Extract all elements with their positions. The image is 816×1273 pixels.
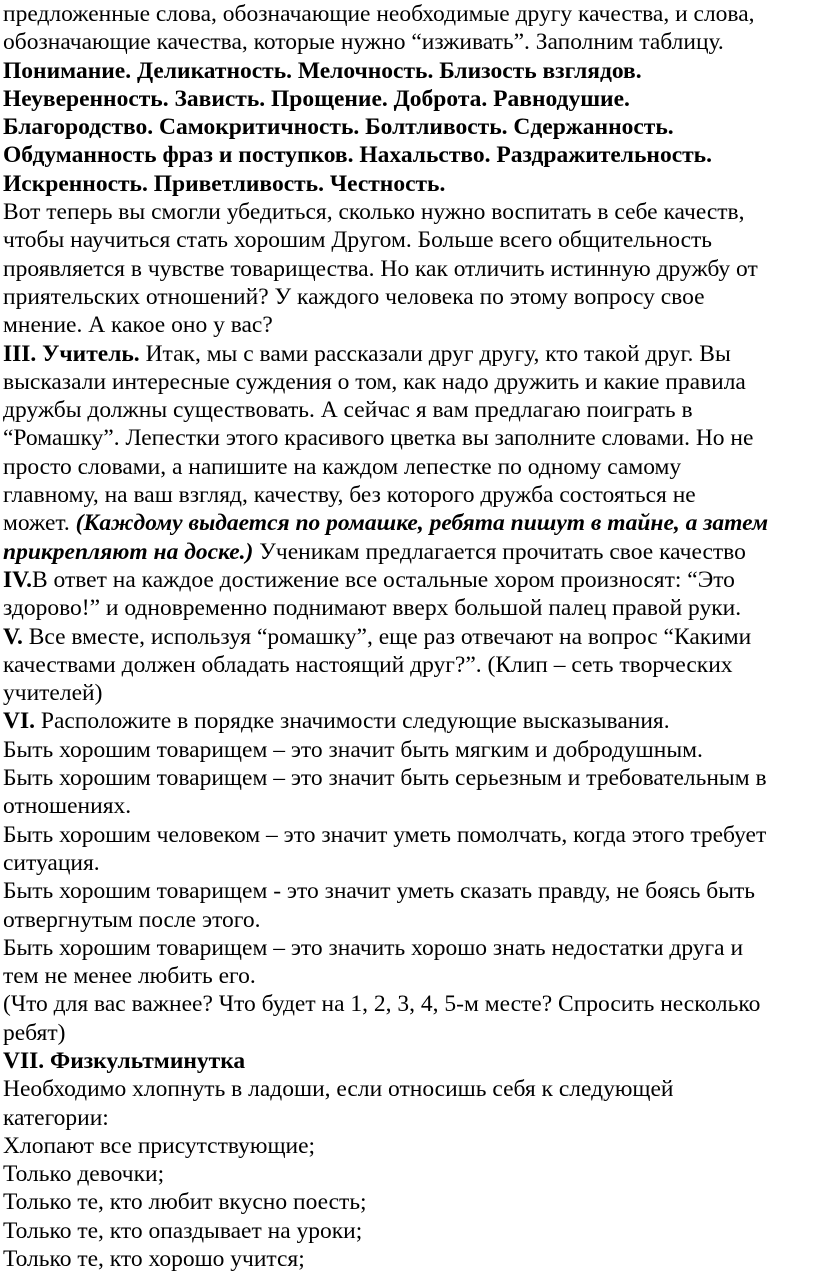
text-span: Ученикам предлагается прочитать свое качество bbox=[253, 538, 746, 565]
stage-direction: (Каждому выдается по ромашке, ребята пишут в тайне, а затем bbox=[75, 510, 769, 537]
statement-line: Быть хорошим товарищем - это значит уметь сказать правду, не боясь быть bbox=[3, 878, 756, 905]
text-line: качествами должен обладать настоящий друг?”. (Клип – сеть творческих bbox=[3, 651, 733, 678]
text-line: обозначающие качества, которые нужно “изживать”. Заполним таблицу. bbox=[3, 29, 724, 56]
qualities-line: Благородство. Самокритичность. Болтливость. Сдержанность. bbox=[3, 114, 674, 141]
list-item: Только девочки; bbox=[3, 1161, 165, 1188]
text-span: Все вместе, используя “ромашку”, еще раз отвечают на вопрос “Какими bbox=[22, 623, 752, 650]
text-line: Вот теперь вы смогли убедиться, сколько нужно воспитать в себе качеств, bbox=[3, 199, 745, 226]
statement-line: тем не менее любить его. bbox=[3, 963, 256, 990]
section-vi-heading: VI. bbox=[3, 708, 35, 735]
section-iii-line bbox=[3, 340, 802, 368]
section-v-heading: V. bbox=[3, 623, 23, 650]
statement-line: отвергнутым после этого. bbox=[3, 906, 261, 933]
text-line: приятельских отношений? У каждого человека по этому вопросу свое bbox=[3, 283, 705, 310]
text-line bbox=[3, 509, 802, 537]
text-line: предложенные слова, обозначающие необходимые другу качества, и слова, bbox=[3, 1, 755, 27]
text-line: высказали интересные суждения о том, как надо дружить и какие правила bbox=[3, 368, 746, 395]
list-item: Только те, кто опаздывает на уроки; bbox=[3, 1217, 363, 1244]
statement-line: Быть хорошим человеком – это значит уметь помолчать, когда этого требует bbox=[3, 821, 767, 848]
text-line: чтобы научиться стать хорошим Другом. Больше всего общительность bbox=[3, 227, 713, 254]
section-vii-heading: VII. Физкультминутка bbox=[3, 1047, 246, 1074]
text-line: “Ромашку”. Лепестки этого красивого цветка вы заполните словами. Но не bbox=[3, 425, 754, 452]
qualities-line: Обдуманность фраз и поступков. Нахальство. Раздражительность. bbox=[3, 142, 712, 169]
text-line: мнение. А какое оно у вас? bbox=[3, 312, 273, 339]
qualities-line: Неуверенность. Зависть. Прощение. Доброта. Равнодушие. bbox=[3, 85, 630, 112]
text-line: ребят) bbox=[3, 1019, 66, 1046]
text-line: просто словами, а напишите на каждом лепестке по одному самому bbox=[3, 453, 682, 480]
section-v-line bbox=[3, 623, 802, 651]
list-item: Только те, кто любит вкусно поесть; bbox=[3, 1189, 367, 1216]
statement-line: Быть хорошим товарищем – это значить хорошо знать недостатки друга и bbox=[3, 934, 744, 961]
text-span: Расположите в порядке значимости следующие высказывания. bbox=[35, 708, 670, 735]
section-iv-line bbox=[3, 566, 802, 594]
text-line: дружбы должны существовать. А сейчас я вам предлагаю поиграть в bbox=[3, 397, 693, 424]
text-line: Необходимо хлопнуть в ладоши, если относишь себя к следующей bbox=[3, 1076, 674, 1103]
qualities-line: Искренность. Приветливость. Честность. bbox=[3, 170, 446, 197]
list-item: Хлопают все присутствующие; bbox=[3, 1132, 316, 1159]
statement-line: Быть хорошим товарищем – это значит быть серьезным и требовательным в bbox=[3, 765, 767, 792]
text-line: проявляется в чувстве товарищества. Но как отличить истинную дружбу от bbox=[3, 255, 758, 282]
statement-line: Быть хорошим товарищем – это значит быть мягким и добродушным. bbox=[3, 736, 703, 763]
statement-line: ситуация. bbox=[3, 849, 100, 876]
statement-line: отношениях. bbox=[3, 793, 132, 820]
qualities-line: Понимание. Деликатность. Мелочность. Близость взглядов. bbox=[3, 57, 642, 84]
text-span: В ответ на каждое достижение все остальные хором произносят: “Это bbox=[31, 566, 735, 593]
text-span: Итак, мы с вами рассказали друг другу, кто такой друг. Вы bbox=[139, 340, 731, 367]
text-span: может. bbox=[3, 510, 76, 537]
section-vi-line bbox=[3, 707, 802, 735]
text-line bbox=[3, 538, 802, 566]
text-line: (Что для вас важнее? Что будет на 1, 2, 3, 4, 5-м месте? Спросить несколько bbox=[3, 991, 761, 1018]
text-line: категории: bbox=[3, 1104, 109, 1131]
text-line: учителей) bbox=[3, 680, 103, 707]
section-iii-heading: III. Учитель. bbox=[3, 340, 140, 367]
text-line: главному, на ваш взгляд, качеству, без которого дружба состояться не bbox=[3, 482, 696, 509]
list-item: Только те, кто хорошо учится; bbox=[3, 1246, 305, 1273]
section-iv-heading: IV. bbox=[3, 566, 32, 593]
text-line: здорово!” и одновременно поднимают вверх большой палец правой руки. bbox=[3, 595, 742, 622]
stage-direction: прикрепляют на доске.) bbox=[3, 538, 254, 565]
